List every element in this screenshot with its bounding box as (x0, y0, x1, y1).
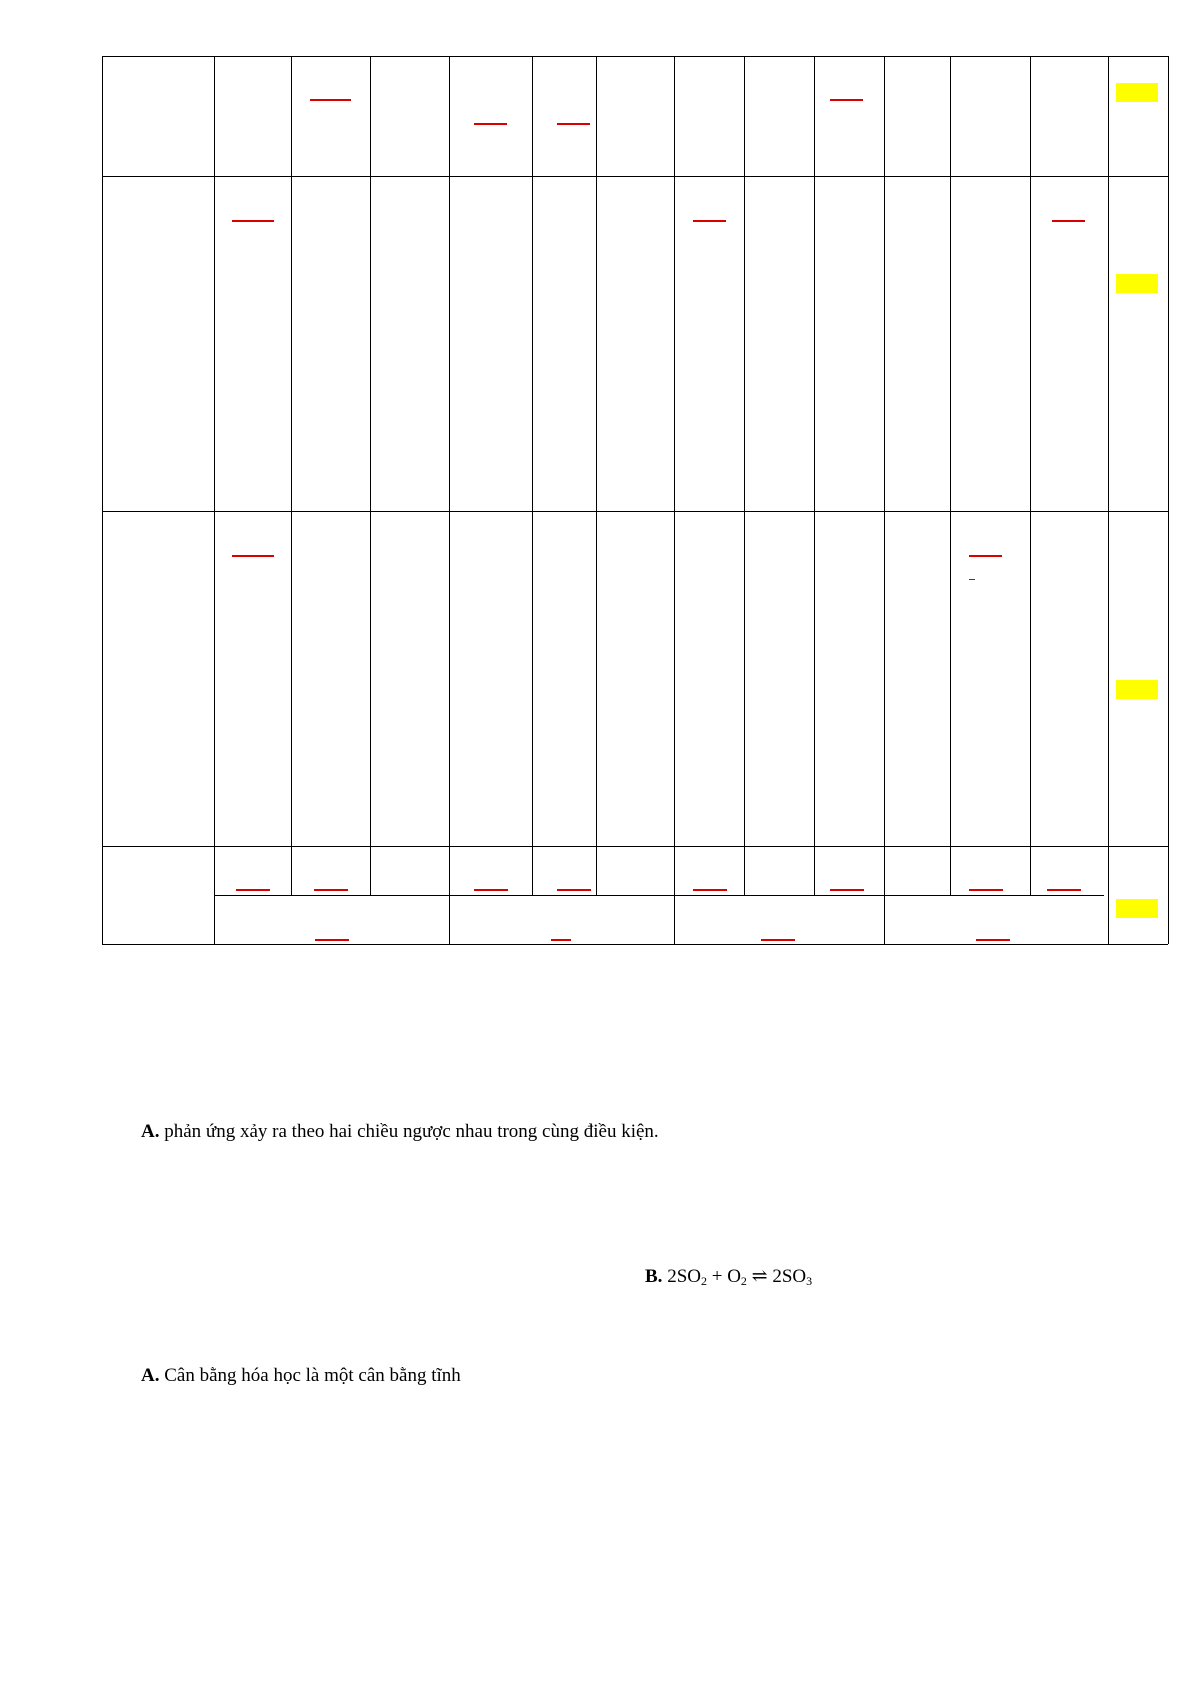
grid-line (102, 176, 1168, 177)
grid-line (1030, 56, 1031, 895)
grid-line (596, 56, 597, 895)
red-mark (315, 939, 349, 941)
grid-line (102, 56, 103, 944)
option-letter: A. (141, 1121, 160, 1142)
red-mark (693, 889, 727, 891)
red-mark (830, 99, 863, 101)
equation-subscript: 2 (740, 1274, 747, 1288)
red-mark (976, 939, 1010, 941)
option-letter: B. (645, 1266, 663, 1287)
option-q1-a (141, 1120, 659, 1144)
grid-line (102, 846, 1168, 847)
grid-line (884, 56, 885, 944)
red-mark (969, 555, 1002, 557)
grid-line (214, 895, 1104, 896)
red-mark (1052, 220, 1085, 222)
grid-line (102, 511, 1168, 512)
grid-line (102, 944, 1168, 945)
grid-line (102, 56, 1168, 57)
score-highlight (1116, 83, 1158, 102)
red-mark (314, 889, 348, 891)
grid-line (814, 56, 815, 895)
grid-line (291, 56, 292, 895)
equation-subscript: 2 (700, 1274, 707, 1288)
grid-line (674, 56, 675, 944)
equation-part: + O (706, 1266, 741, 1287)
red-mark (236, 889, 270, 891)
grid-line (1168, 56, 1169, 944)
score-highlight (1116, 680, 1158, 699)
red-mark (1047, 889, 1081, 891)
red-mark (232, 555, 274, 557)
grid-line (370, 56, 371, 895)
red-mark (474, 889, 508, 891)
equation (667, 1266, 812, 1287)
grid-line (214, 56, 215, 944)
answer-grid-table (102, 56, 1168, 944)
grid-line (1108, 56, 1109, 944)
grid-line (449, 56, 450, 944)
score-highlight (1116, 899, 1158, 918)
red-mark (969, 579, 975, 580)
red-mark (474, 123, 507, 125)
equation-part: 2SO (667, 1266, 701, 1287)
equation-part: ⇌ 2SO (746, 1266, 807, 1287)
red-mark (693, 220, 726, 222)
red-mark (830, 889, 864, 891)
option-letter: A. (141, 1365, 160, 1386)
red-mark (969, 889, 1003, 891)
option-text: phản ứng xảy ra theo hai chiều ngược nhau trong cùng điều kiện. (164, 1121, 659, 1142)
red-mark (310, 99, 351, 101)
option-text: Cân bằng hóa học là một cân bằng tĩnh (164, 1365, 461, 1386)
red-mark (551, 939, 571, 941)
score-highlight (1116, 274, 1158, 293)
equation-subscript: 3 (806, 1274, 813, 1288)
grid-line (532, 56, 533, 895)
red-mark (761, 939, 795, 941)
red-mark (557, 889, 591, 891)
option-q2-b (645, 1265, 812, 1289)
grid-line (950, 56, 951, 895)
red-mark (232, 220, 274, 222)
grid-line (744, 56, 745, 895)
red-mark (557, 123, 590, 125)
option-q3-a (141, 1364, 461, 1388)
